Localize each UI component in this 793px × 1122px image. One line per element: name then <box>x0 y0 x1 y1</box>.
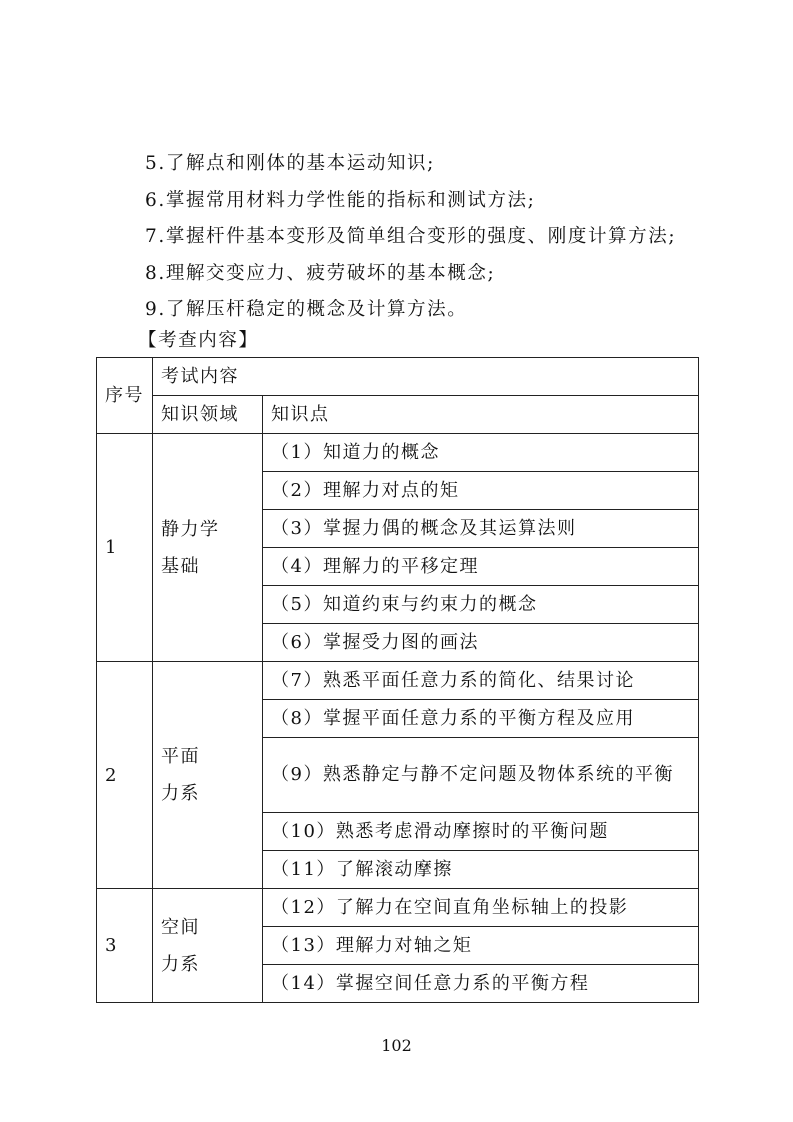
table-header-row <box>97 358 699 396</box>
knowledge-point: （1）知道力的概念 <box>263 434 699 472</box>
area-line: 空间 <box>161 916 200 938</box>
group-seq: 1 <box>97 434 153 662</box>
knowledge-point: （7）熟悉平面任意力系的简化、结果讨论 <box>263 662 699 700</box>
knowledge-point: （12）了解力在空间直角坐标轴上的投影 <box>263 889 699 927</box>
table-subheader-row <box>97 396 699 434</box>
knowledge-point: （9）熟悉静定与静不定问题及物体系统的平衡 <box>263 738 699 813</box>
group-area <box>153 434 263 662</box>
group-area <box>153 662 263 889</box>
page-number: 102 <box>381 1036 412 1055</box>
table-row <box>97 662 699 700</box>
knowledge-point: （5）知道约束与约束力的概念 <box>263 586 699 624</box>
area-line: 力系 <box>161 953 200 975</box>
group-seq: 3 <box>97 889 153 1003</box>
knowledge-point: （3）掌握力偶的概念及其运算法则 <box>263 510 699 548</box>
group-seq: 2 <box>97 662 153 889</box>
knowledge-point: （6）掌握受力图的画法 <box>263 624 699 662</box>
knowledge-point: （8）掌握平面任意力系的平衡方程及应用 <box>263 700 699 738</box>
objective-item: 5.了解点和刚体的基本运动知识; <box>145 153 435 174</box>
knowledge-point: （10）熟悉考虑滑动摩擦时的平衡问题 <box>263 813 699 851</box>
knowledge-point: （14）掌握空间任意力系的平衡方程 <box>263 965 699 1003</box>
objectives-list <box>145 146 745 329</box>
objective-item: 9.了解压杆稳定的概念及计算方法。 <box>145 299 468 320</box>
knowledge-point: （11）了解滚动摩擦 <box>263 851 699 889</box>
area-line: 力系 <box>161 783 200 804</box>
area-line: 基础 <box>161 555 200 577</box>
exam-content-table <box>96 357 699 1003</box>
objective-item: 8.理解交变应力、疲劳破坏的基本概念; <box>145 262 496 284</box>
objective-item: 6.掌握常用材料力学性能的指标和测试方法; <box>145 189 536 211</box>
area-line: 平面 <box>161 746 200 767</box>
header-point: 知识点 <box>263 396 699 434</box>
area-line: 静力学 <box>161 518 220 540</box>
knowledge-point: （4）理解力的平移定理 <box>263 548 699 586</box>
table-row <box>97 434 699 472</box>
header-content: 考试内容 <box>153 358 699 396</box>
section-heading: 【考查内容】 <box>138 330 259 351</box>
knowledge-point: （13）理解力对轴之矩 <box>263 927 699 965</box>
group-area <box>153 889 263 1003</box>
header-area: 知识领域 <box>153 396 263 434</box>
objective-item: 7.掌握杆件基本变形及简单组合变形的强度、刚度计算方法; <box>145 226 677 247</box>
knowledge-point: （2）理解力对点的矩 <box>263 472 699 510</box>
table-row <box>97 889 699 927</box>
header-seq: 序号 <box>97 358 153 434</box>
